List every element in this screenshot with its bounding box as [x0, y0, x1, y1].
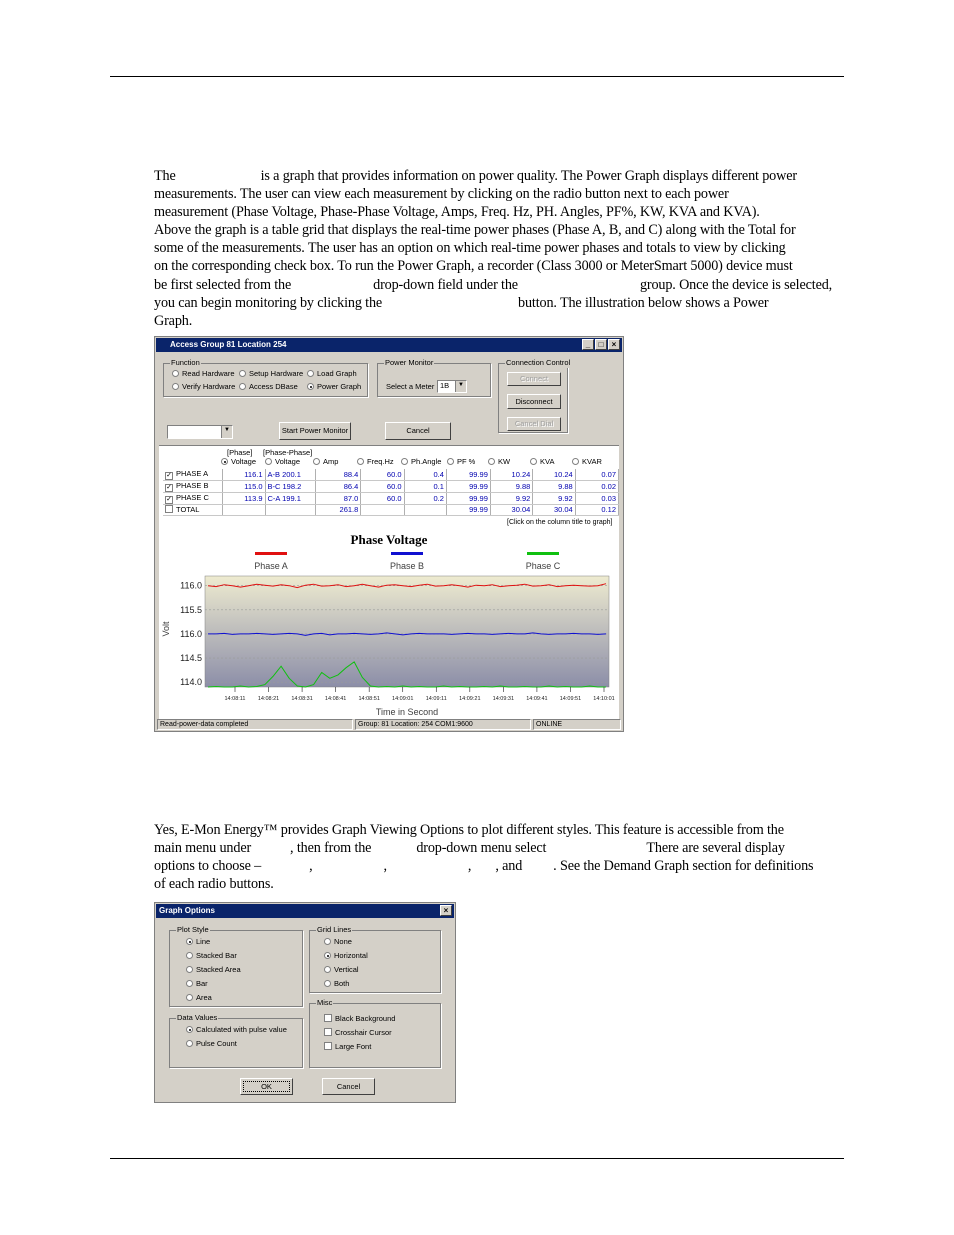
grid-cell: 113.9 — [223, 493, 265, 505]
status-connection: Group: 81 Location: 254 COM1:9600 — [355, 719, 531, 730]
minimize-button[interactable]: _ — [582, 339, 594, 350]
grid-cell — [265, 505, 315, 516]
checkbox-crosshair-cursor[interactable]: Crosshair Cursor — [324, 1028, 392, 1038]
grid-cell — [404, 505, 446, 516]
grid-cell: 115.0 — [223, 481, 265, 493]
plot-area — [205, 576, 609, 687]
radio-grid-both[interactable]: Both — [324, 979, 349, 989]
grid-cell: 0.12 — [575, 505, 618, 516]
window-titlebar — [156, 338, 622, 352]
x-tick-label: 14:08:31 — [291, 696, 313, 702]
power-monitor-group: Power Monitor Select a Meter 1B ▼ — [377, 363, 491, 397]
radio-amp[interactable]: Amp — [313, 457, 338, 467]
radio-access-dbase[interactable]: Access DBase — [239, 382, 298, 392]
grid-lines-group: Grid Lines None Horizontal Vertical Both — [309, 930, 441, 993]
phase-voltage-chart — [159, 529, 619, 719]
table-row — [163, 469, 619, 481]
table-row — [163, 481, 619, 493]
chart-title: Phase Voltage — [350, 532, 428, 547]
grid-cell: 87.0 — [315, 493, 361, 505]
grid-cell: 60.0 — [361, 469, 404, 481]
grid-cell: 60.0 — [361, 481, 404, 493]
radio-grid-vertical[interactable]: Vertical — [324, 965, 359, 975]
x-tick-label: 14:09:41 — [526, 696, 548, 702]
power-grid — [163, 469, 619, 516]
x-tick-label: 14:08:11 — [224, 696, 246, 702]
radio-freq[interactable]: Freq.Hz — [357, 457, 394, 467]
grid-hint: [Click on the column title to graph] — [507, 519, 613, 526]
grid-cell: 0.02 — [575, 481, 618, 493]
grid-cell: 88.4 — [315, 469, 361, 481]
grid-cell: 99.99 — [446, 493, 490, 505]
footer-rule — [110, 1158, 844, 1159]
legend-swatch — [527, 552, 559, 555]
radio-load-graph[interactable]: Load Graph — [307, 369, 357, 379]
grid-cell: 30.04 — [533, 505, 575, 516]
radio-kvar[interactable]: KVAR — [572, 457, 602, 467]
radio-kw[interactable]: KW — [488, 457, 510, 467]
radio-verify-hardware[interactable]: Verify Hardware — [172, 382, 235, 392]
radio-ph-angle[interactable]: Ph.Angle — [401, 457, 441, 467]
grid-cell: 86.4 — [315, 481, 361, 493]
table-row — [163, 505, 619, 516]
connect-button[interactable]: Connect — [507, 372, 561, 386]
row-label[interactable]: ✓ PHASE A — [163, 469, 223, 481]
chevron-down-icon[interactable]: ▼ — [455, 381, 466, 392]
legend-label: Phase C — [525, 561, 561, 571]
radio-stacked-area[interactable]: Stacked Area — [186, 965, 241, 975]
y-tick-label: 115.5 — [180, 604, 202, 615]
legend-swatch — [391, 552, 423, 555]
x-tick-label: 14:09:31 — [492, 696, 515, 702]
row-label[interactable]: ✓ PHASE C — [163, 493, 223, 505]
radio-line[interactable]: Line — [186, 937, 210, 947]
ok-button[interactable]: OK — [240, 1078, 293, 1095]
disconnect-button[interactable]: Disconnect — [507, 394, 561, 409]
grid-cell: 0.07 — [575, 469, 618, 481]
function-group: Function Read Hardware Setup Hardware Load Graph Verify Hardware Access DBase Power Graph — [163, 363, 368, 397]
row-label[interactable]: ✓ PHASE B — [163, 481, 223, 493]
radio-pf[interactable]: PF % — [447, 457, 475, 467]
start-power-monitor-button[interactable]: Start Power Monitor — [279, 422, 351, 440]
device-dropdown[interactable] — [167, 425, 233, 439]
grid-cell: 9.92 — [490, 493, 532, 505]
legend-label: Phase B — [389, 561, 425, 571]
x-tick-label: 14:09:21 — [459, 696, 481, 702]
row-checkbox[interactable] — [165, 505, 173, 513]
grid-cell — [361, 505, 404, 516]
x-tick-label: 14:08:51 — [358, 696, 380, 702]
radio-grid-horizontal[interactable]: Horizontal — [324, 951, 368, 961]
radio-setup-hardware[interactable]: Setup Hardware — [239, 369, 303, 379]
grid-cell: 10.24 — [533, 469, 575, 481]
row-label[interactable]: TOTAL — [163, 505, 223, 516]
grid-cell: 0.03 — [575, 493, 618, 505]
maximize-button[interactable]: □ — [595, 339, 607, 350]
radio-stacked-bar[interactable]: Stacked Bar — [186, 951, 237, 961]
x-tick-label: 14:09:51 — [559, 696, 582, 702]
legend-label: Phase A — [254, 561, 288, 571]
grid-cell: 30.04 — [490, 505, 532, 516]
power-graph-window — [154, 336, 624, 732]
grid-cell: C-A 199.1 — [265, 493, 315, 505]
graph-options-paragraph: Yes, E-Mon Energy™ provides Graph Viewing Options to plot different styles. This feature is accessible from the main menu under , then from the drop-down menu select There are several display options to choose – , , , , and . See the Demand Graph section for definitions of each radio buttons. — [154, 822, 814, 893]
radio-read-hardware[interactable]: Read Hardware — [172, 369, 235, 379]
grid-cell: B-C 198.2 — [265, 481, 315, 493]
grid-cell: 9.92 — [533, 493, 575, 505]
x-tick-label: 14:08:21 — [257, 696, 280, 702]
meter-select[interactable]: 1B ▼ — [437, 380, 467, 393]
dialog-titlebar — [156, 904, 454, 918]
connection-control-group: Connection Control Connect Disconnect Cancel Dial — [498, 363, 568, 433]
status-state: ONLINE — [533, 719, 621, 730]
legend-swatch — [255, 552, 287, 555]
grid-cell: 60.0 — [361, 493, 404, 505]
radio-area[interactable]: Area — [186, 993, 212, 1003]
radio-grid-none[interactable]: None — [324, 937, 352, 947]
checkbox-large-font[interactable]: Large Font — [324, 1042, 371, 1052]
header-rule — [110, 76, 844, 77]
checkbox-black-background[interactable]: Black Background — [324, 1014, 395, 1024]
x-axis-label: Time in Second — [375, 707, 439, 717]
x-tick-label: 14:10:01 — [593, 696, 615, 702]
plot-style-group: Plot Style Line Stacked Bar Stacked Area Bar Area — [169, 930, 303, 1007]
cancel-dial-button[interactable]: Cancel Dial — [507, 417, 561, 431]
grid-cell: 116.1 — [223, 469, 265, 481]
grid-cell: 99.99 — [446, 481, 490, 493]
data-values-group: Data Values Calculated with pulse value Pulse Count — [169, 1018, 303, 1068]
status-message: Read-power-data completed — [157, 719, 353, 730]
radio-power-graph[interactable]: Power Graph — [307, 382, 361, 392]
misc-group: Misc Black Background Crosshair Cursor Large Font — [309, 1003, 441, 1068]
x-tick-label: 14:08:41 — [324, 696, 347, 702]
grid-cell: 0.1 — [404, 481, 446, 493]
radio-kva[interactable]: KVA — [530, 457, 554, 467]
row-checkbox[interactable]: ✓ — [166, 496, 172, 503]
grid-cell: A-B 200.1 — [265, 469, 315, 481]
cancel-button[interactable]: Cancel — [385, 422, 451, 440]
close-button[interactable]: × — [608, 339, 620, 350]
close-button[interactable]: × — [440, 905, 452, 916]
phase-header: [Phase] — [227, 448, 253, 457]
grid-cell: 9.88 — [490, 481, 532, 493]
grid-cell: 10.24 — [490, 469, 532, 481]
grid-cell: 99.99 — [446, 469, 490, 481]
graph-options-dialog — [154, 902, 456, 1103]
grid-cell: 9.88 — [533, 481, 575, 493]
radio-phase-phase-voltage[interactable]: Voltage — [265, 457, 300, 467]
measurement-panel — [159, 445, 619, 530]
dialog-title: Graph Options — [159, 906, 215, 915]
meter-label: Select a Meter — [386, 382, 435, 391]
y-tick-label: 114.0 — [180, 677, 202, 688]
radio-phase-voltage[interactable]: Voltage — [221, 457, 256, 467]
phase-phase-header: [Phase-Phase] — [263, 448, 313, 457]
y-tick-label: 114.5 — [180, 653, 202, 664]
radio-pulse-count[interactable]: Pulse Count — [186, 1039, 237, 1049]
cancel-button[interactable]: Cancel — [322, 1078, 375, 1095]
row-checkbox[interactable]: ✓ — [166, 472, 172, 479]
y-tick-label: 116.0 — [180, 628, 202, 639]
grid-cell: 261.8 — [315, 505, 361, 516]
table-row — [163, 493, 619, 505]
intro-paragraph: The is a graph that provides information on power quality. The Power Graph displays different power measurements. The user can view each measurement by clicking on the radio button next to each power measurement (Phase Voltage, Phase-Phase Voltage, Amps, Freq. Hz, PH. Angles, PF%, KW, KVA and KVA). Above the graph is a table grid that displays the real-time power phases (Phase A, B, and C) along with the Total for some of the measurements. The user has an option on which real-time power phases and totals to view by clicking on the corresponding check box. To run the Power Graph, a recorder (Class 3000 or MeterSmart 5000) device must be first selected from the drop-down field under the group. Once the device is selected, you can begin monitoring by clicking the button. The illustration below shows a Power Graph. — [154, 168, 833, 329]
x-tick-label: 14:09:01 — [392, 696, 414, 702]
grid-cell: 0.4 — [404, 469, 446, 481]
grid-cell — [223, 505, 265, 516]
radio-bar[interactable]: Bar — [186, 979, 208, 989]
window-title: Access Group 81 Location 254 — [170, 340, 287, 349]
grid-cell: 99.99 — [446, 505, 490, 516]
chevron-down-icon[interactable]: ▼ — [221, 426, 232, 438]
y-tick-label: 116.0 — [180, 580, 202, 591]
grid-cell: 0.2 — [404, 493, 446, 505]
y-axis-label: Volt — [161, 621, 171, 637]
x-tick-label: 14:09:11 — [425, 696, 447, 702]
row-checkbox[interactable]: ✓ — [166, 484, 172, 491]
radio-calculated[interactable]: Calculated with pulse value — [186, 1025, 287, 1035]
